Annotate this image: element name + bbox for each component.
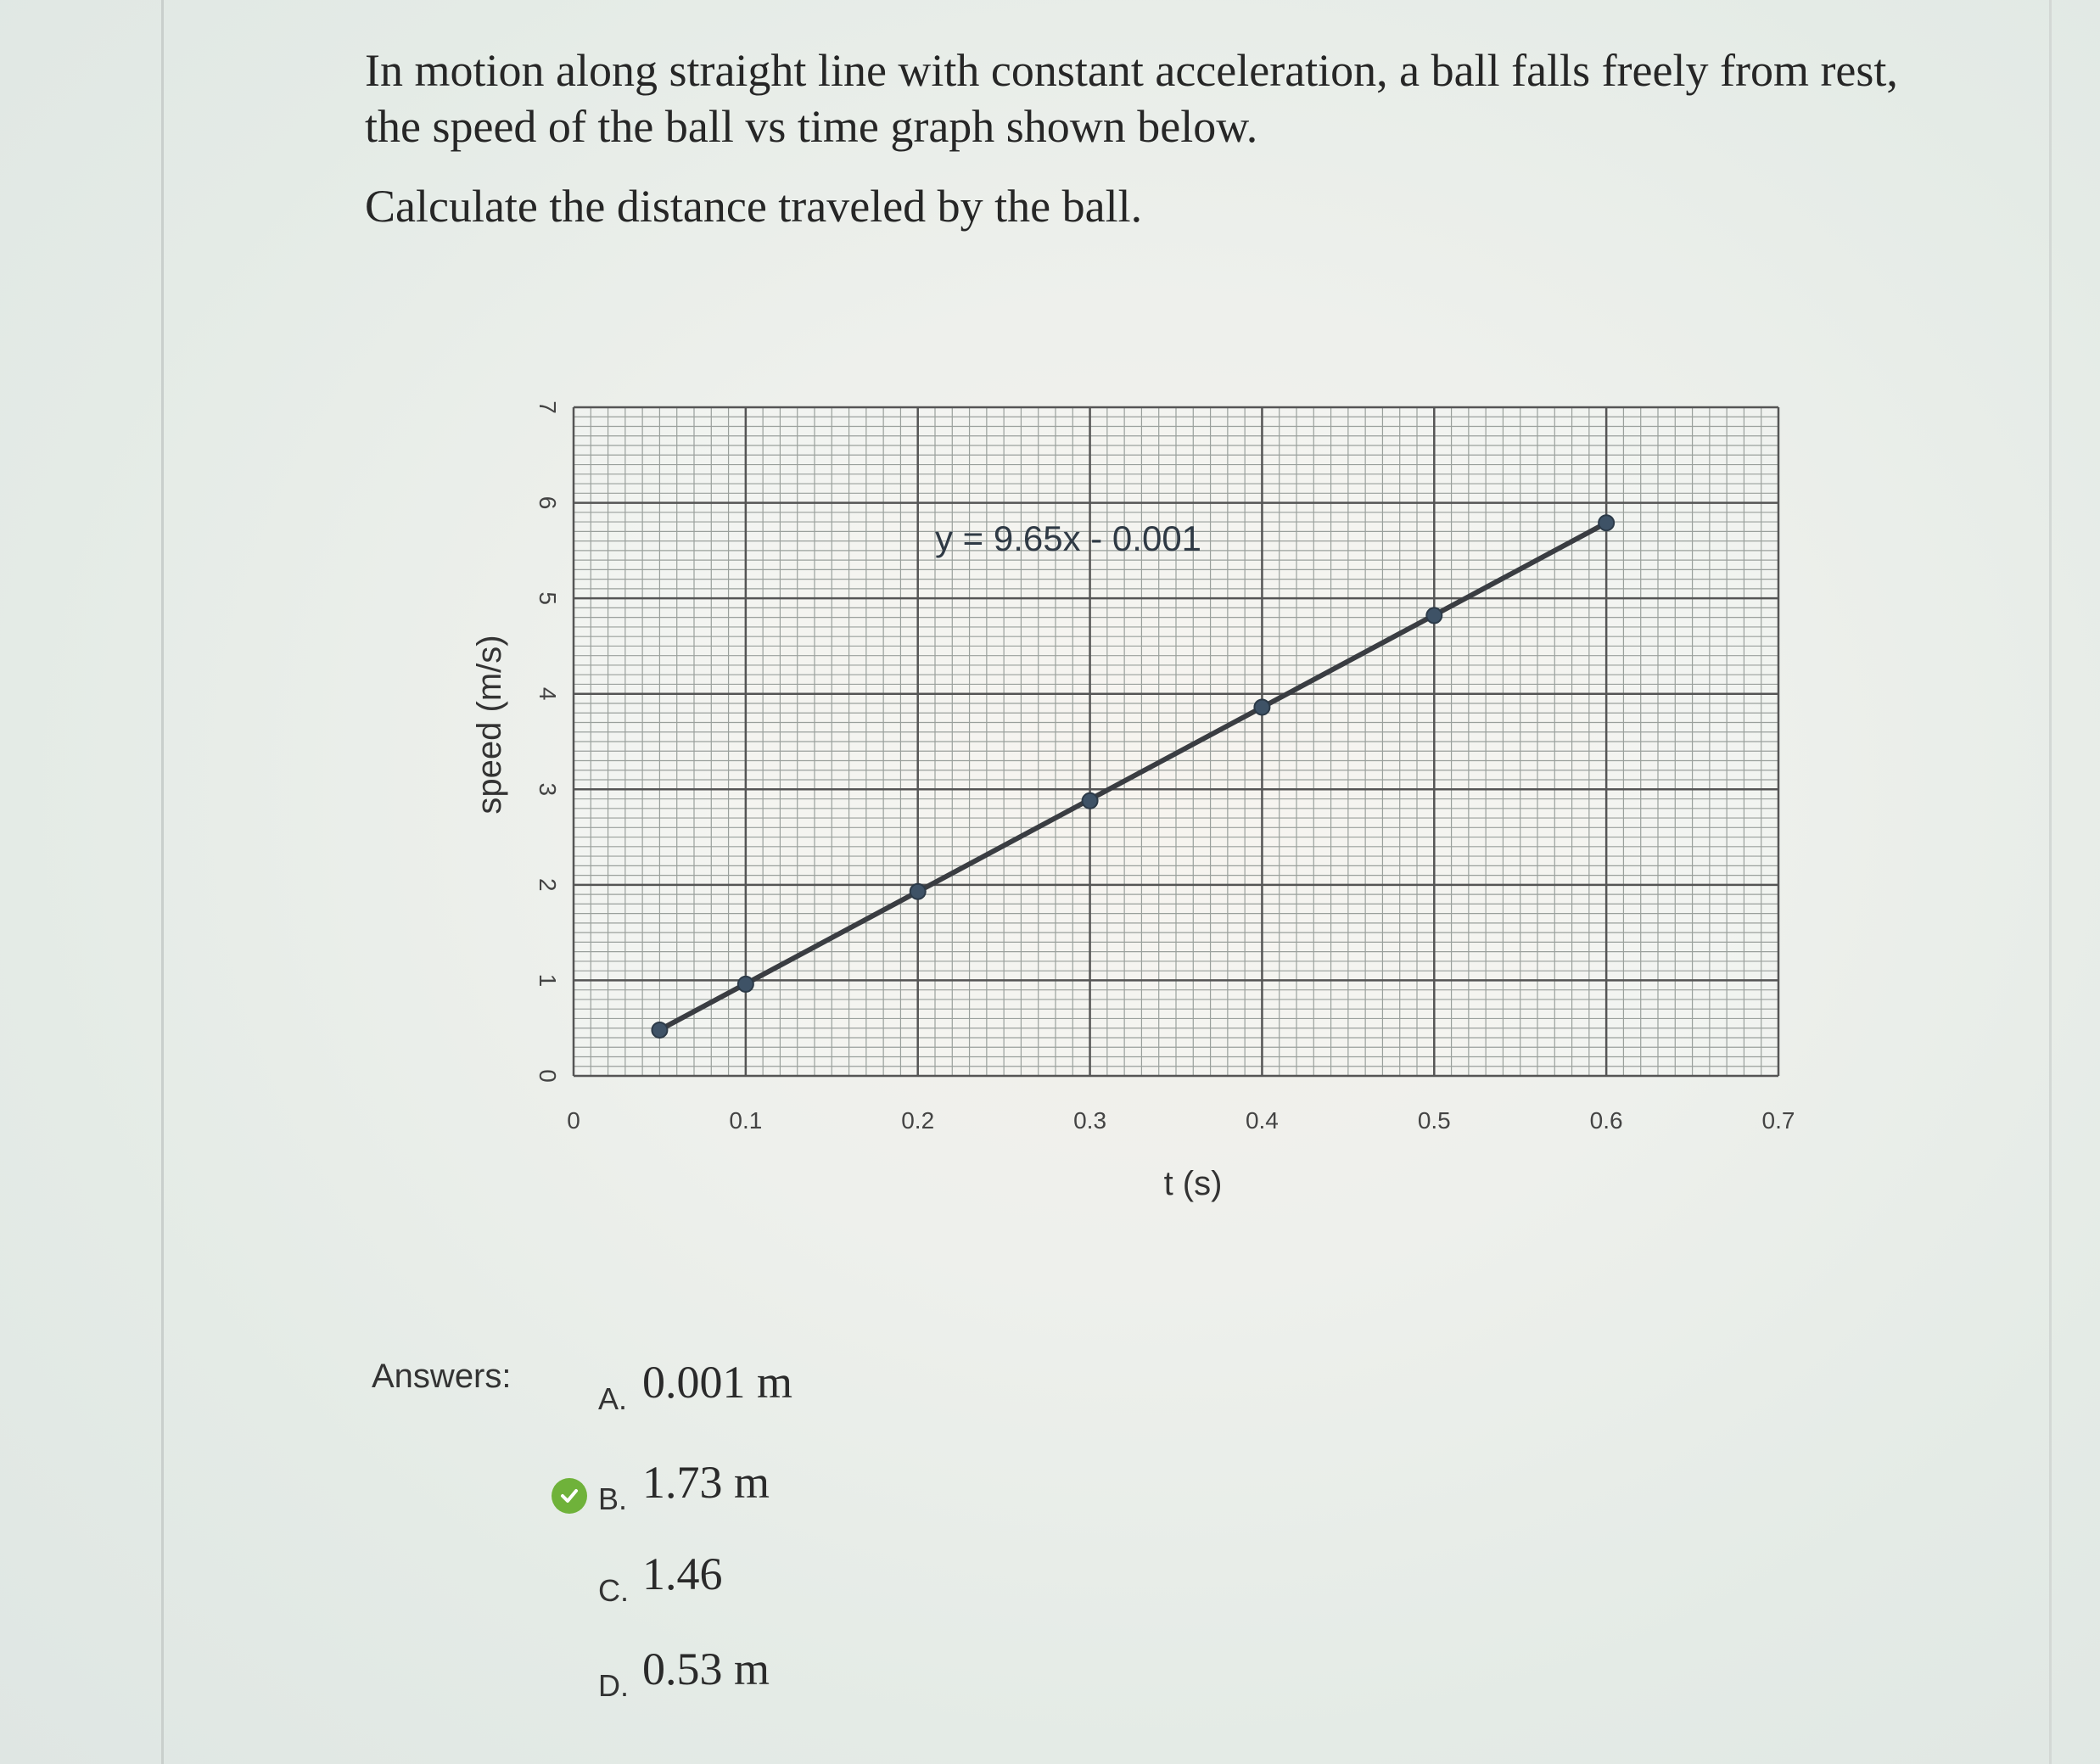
data-point <box>910 884 926 899</box>
answer-option-b[interactable] <box>598 1456 770 1516</box>
y-tick-label: 6 <box>535 496 561 510</box>
speed-time-chart <box>458 373 1850 1205</box>
data-point <box>1083 793 1098 809</box>
left-border <box>161 0 164 1764</box>
answer-letter-a: A. <box>598 1381 628 1416</box>
question-line-2: Calculate the distance traveled by the ball. <box>365 181 1143 232</box>
data-point <box>1599 515 1614 530</box>
answer-value-a: 0.001 m <box>642 1357 793 1408</box>
answer-option-c[interactable] <box>598 1548 723 1608</box>
data-point <box>738 977 753 992</box>
x-tick-label: 0 <box>567 1107 580 1134</box>
right-border <box>2049 0 2052 1764</box>
answer-option-a[interactable] <box>598 1356 793 1416</box>
answer-option-d[interactable] <box>598 1643 770 1703</box>
y-tick-label: 4 <box>535 686 561 701</box>
question-text <box>365 42 1943 234</box>
x-axis-label: t (s) <box>1163 1165 1223 1202</box>
y-tick-label: 5 <box>535 591 561 605</box>
y-tick-label: 7 <box>535 400 561 414</box>
check-mark <box>557 1484 581 1508</box>
chart-svg <box>458 373 1850 1205</box>
equation-annotation: y = 9.65x - 0.001 <box>935 518 1202 558</box>
x-tick-label: 0.5 <box>1417 1107 1451 1134</box>
x-tick-label: 0.2 <box>901 1107 935 1134</box>
answers-label: Answers: <box>372 1358 512 1395</box>
check-circle-icon <box>552 1478 587 1514</box>
question-line-1: In motion along straight line with constant acceleration, a ball falls freely from rest, the speed of the ball vs time graph shown below. <box>365 45 1898 152</box>
y-tick-label: 3 <box>535 782 561 797</box>
x-tick-label: 0.1 <box>729 1107 763 1134</box>
answer-value-b: 1.73 m <box>642 1457 770 1508</box>
y-tick-label: 1 <box>535 973 561 988</box>
data-point <box>1254 699 1269 714</box>
y-tick-label: 0 <box>535 1069 561 1083</box>
data-point <box>652 1022 667 1038</box>
x-tick-label: 0.3 <box>1073 1107 1107 1134</box>
x-tick-label: 0.4 <box>1245 1107 1279 1134</box>
data-point <box>1426 608 1442 623</box>
answer-letter-c: C. <box>598 1573 629 1608</box>
y-axis-label: speed (m/s) <box>471 635 508 815</box>
answer-value-d: 0.53 m <box>642 1644 770 1694</box>
x-tick-label: 0.7 <box>1761 1107 1795 1134</box>
x-tick-label: 0.6 <box>1589 1107 1623 1134</box>
answer-value-c: 1.46 <box>642 1548 723 1599</box>
y-tick-label: 2 <box>535 878 561 892</box>
answer-letter-d: D. <box>598 1668 629 1703</box>
answer-letter-b: B. <box>598 1481 628 1516</box>
